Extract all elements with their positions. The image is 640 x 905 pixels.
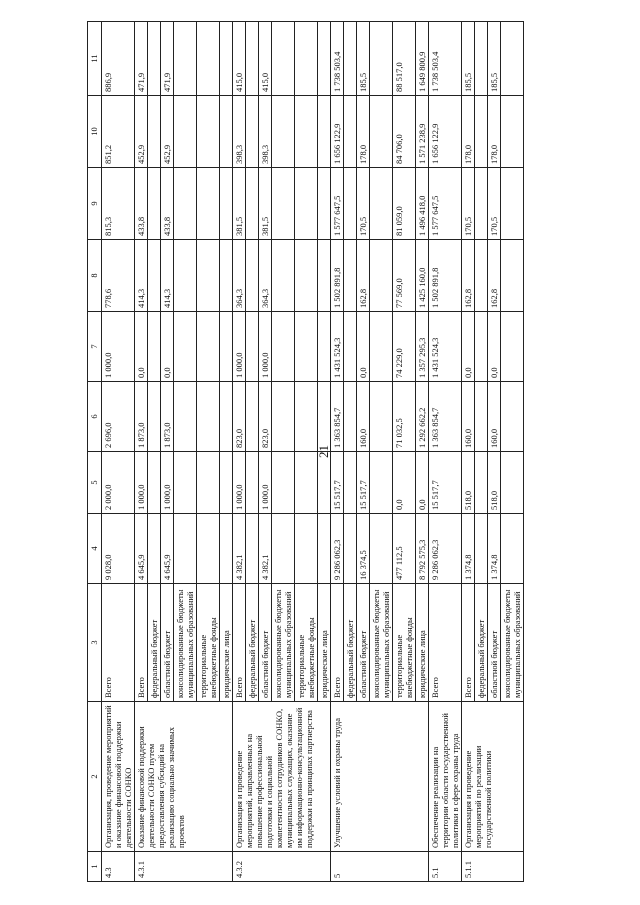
- amount-cell: 81 059,0: [393, 168, 416, 240]
- amount-cell: 1 649 800,9: [416, 22, 429, 96]
- amount-cell: 433,8: [135, 168, 148, 240]
- amount-cell: [246, 240, 259, 312]
- amount-cell: [501, 168, 524, 240]
- amount-cell: 9 286 062,3: [331, 514, 344, 584]
- amount-cell: [148, 312, 161, 382]
- amount-cell: [295, 312, 318, 382]
- amount-cell: [246, 312, 259, 382]
- amount-cell: 1 496 418,0: [416, 168, 429, 240]
- column-header: 11: [88, 22, 102, 96]
- amount-cell: [475, 22, 488, 96]
- amount-cell: 4 645,9: [161, 514, 174, 584]
- amount-cell: 1 656 122,9: [429, 96, 462, 168]
- column-header: 6: [88, 382, 102, 452]
- amount-cell: 1 656 122,9: [331, 96, 344, 168]
- amount-cell: 1 357 295,3: [416, 312, 429, 382]
- amount-cell: 16 374,5: [357, 514, 370, 584]
- amount-cell: [344, 96, 357, 168]
- amount-cell: [501, 22, 524, 96]
- amount-cell: 1 000,0: [135, 452, 148, 514]
- funding-source: Всего: [331, 584, 344, 702]
- amount-cell: [148, 96, 161, 168]
- item-title: Обеспечение реализации на территории области государственной политики в сфере охраны труда: [429, 702, 462, 852]
- amount-cell: 414,3: [135, 240, 148, 312]
- amount-cell: 471,9: [161, 22, 174, 96]
- amount-cell: [174, 22, 197, 96]
- amount-cell: [197, 514, 220, 584]
- funding-source: консолидированные бюджеты муниципальных образований: [272, 584, 295, 702]
- table-row: [135, 22, 148, 882]
- column-header: 2: [88, 702, 102, 852]
- amount-cell: [344, 382, 357, 452]
- column-header: 9: [88, 168, 102, 240]
- amount-cell: [370, 96, 393, 168]
- amount-cell: [272, 168, 295, 240]
- amount-cell: [220, 382, 233, 452]
- funding-source: территориальные внебюджетные фонды: [197, 584, 220, 702]
- table-row: [331, 22, 344, 882]
- amount-cell: 433,8: [161, 168, 174, 240]
- amount-cell: [174, 312, 197, 382]
- amount-cell: 178,0: [357, 96, 370, 168]
- funding-source: областной бюджет: [259, 584, 272, 702]
- amount-cell: [344, 168, 357, 240]
- amount-cell: 162,8: [462, 240, 475, 312]
- amount-cell: 185,5: [462, 22, 475, 96]
- amount-cell: 170,5: [357, 168, 370, 240]
- amount-cell: [370, 240, 393, 312]
- amount-cell: [295, 514, 318, 584]
- amount-cell: 162,8: [488, 240, 501, 312]
- amount-cell: 823,0: [259, 382, 272, 452]
- amount-cell: [318, 22, 331, 96]
- item-number: 5.1.1: [462, 852, 524, 882]
- item-number: 4.3.2: [233, 852, 331, 882]
- amount-cell: 1 000,0: [233, 452, 246, 514]
- amount-cell: [174, 382, 197, 452]
- amount-cell: [197, 168, 220, 240]
- amount-cell: [246, 514, 259, 584]
- amount-cell: 0,0: [416, 452, 429, 514]
- amount-cell: 886,9: [102, 22, 135, 96]
- amount-cell: [501, 514, 524, 584]
- amount-cell: 178,0: [462, 96, 475, 168]
- amount-cell: [220, 452, 233, 514]
- item-number: 4.3.1: [135, 852, 233, 882]
- funding-source: территориальные внебюджетные фонды: [393, 584, 416, 702]
- column-header: 1: [88, 852, 102, 882]
- amount-cell: [318, 514, 331, 584]
- funding-source: областной бюджет: [357, 584, 370, 702]
- amount-cell: 0,0: [462, 312, 475, 382]
- amount-cell: 71 032,5: [393, 382, 416, 452]
- amount-cell: [220, 514, 233, 584]
- funding-source: консолидированные бюджеты муниципальных образований: [370, 584, 393, 702]
- amount-cell: 415,0: [259, 22, 272, 96]
- amount-cell: [295, 240, 318, 312]
- table-row: [102, 22, 135, 882]
- amount-cell: 398,3: [259, 96, 272, 168]
- amount-cell: [344, 240, 357, 312]
- amount-cell: 1 738 503,4: [429, 22, 462, 96]
- amount-cell: [344, 22, 357, 96]
- column-header: 7: [88, 312, 102, 382]
- amount-cell: 1 577 647,5: [429, 168, 462, 240]
- amount-cell: [344, 312, 357, 382]
- amount-cell: [272, 96, 295, 168]
- amount-cell: 84 706,0: [393, 96, 416, 168]
- amount-cell: 414,3: [161, 240, 174, 312]
- amount-cell: [295, 452, 318, 514]
- amount-cell: [174, 96, 197, 168]
- amount-cell: 452,9: [135, 96, 148, 168]
- amount-cell: [220, 168, 233, 240]
- amount-cell: 185,5: [488, 22, 501, 96]
- column-header: 5: [88, 452, 102, 514]
- amount-cell: [475, 382, 488, 452]
- amount-cell: [197, 452, 220, 514]
- amount-cell: 778,6: [102, 240, 135, 312]
- amount-cell: [246, 168, 259, 240]
- amount-cell: [197, 240, 220, 312]
- amount-cell: 1 363 854,7: [429, 382, 462, 452]
- amount-cell: [344, 452, 357, 514]
- amount-cell: 1 292 662,2: [416, 382, 429, 452]
- amount-cell: [344, 514, 357, 584]
- funding-source: консолидированные бюджеты муниципальных образований: [501, 584, 524, 702]
- amount-cell: [246, 22, 259, 96]
- amount-cell: 4 382,1: [233, 514, 246, 584]
- amount-cell: 170,5: [462, 168, 475, 240]
- amount-cell: [220, 312, 233, 382]
- amount-cell: 160,0: [357, 382, 370, 452]
- amount-cell: [246, 96, 259, 168]
- amount-cell: [246, 382, 259, 452]
- amount-cell: [370, 514, 393, 584]
- amount-cell: 178,0: [488, 96, 501, 168]
- amount-cell: [370, 312, 393, 382]
- amount-cell: 74 229,0: [393, 312, 416, 382]
- amount-cell: 1 374,8: [488, 514, 501, 584]
- amount-cell: 1 000,0: [161, 452, 174, 514]
- amount-cell: [272, 22, 295, 96]
- amount-cell: 381,5: [233, 168, 246, 240]
- amount-cell: [272, 382, 295, 452]
- amount-cell: 1 000,0: [259, 452, 272, 514]
- amount-cell: [148, 452, 161, 514]
- amount-cell: 0,0: [393, 452, 416, 514]
- funding-source: федеральный бюджет: [475, 584, 488, 702]
- amount-cell: [475, 240, 488, 312]
- amount-cell: 1 577 647,5: [331, 168, 344, 240]
- amount-cell: 0,0: [135, 312, 148, 382]
- amount-cell: 160,0: [462, 382, 475, 452]
- amount-cell: 0,0: [488, 312, 501, 382]
- amount-cell: [174, 240, 197, 312]
- table-row: [429, 22, 462, 882]
- amount-cell: 1 000,0: [233, 312, 246, 382]
- item-title: Улучшение условий и охраны труда: [331, 702, 429, 852]
- amount-cell: [501, 312, 524, 382]
- item-number: 4.3: [102, 852, 135, 882]
- amount-cell: [174, 452, 197, 514]
- amount-cell: [475, 514, 488, 584]
- column-header: 3: [88, 584, 102, 702]
- amount-cell: 364,3: [259, 240, 272, 312]
- amount-cell: [197, 312, 220, 382]
- amount-cell: 1 571 238,9: [416, 96, 429, 168]
- funding-source: юридические лица: [416, 584, 429, 702]
- funding-source: областной бюджет: [161, 584, 174, 702]
- column-header: 10: [88, 96, 102, 168]
- item-title: Организация и проведение мероприятий по реализации государственной политики: [462, 702, 524, 852]
- amount-cell: 1 873,0: [161, 382, 174, 452]
- amount-cell: [148, 22, 161, 96]
- item-number: 5: [331, 852, 429, 882]
- amount-cell: 1 502 891,8: [429, 240, 462, 312]
- amount-cell: 88 517,0: [393, 22, 416, 96]
- funding-source: федеральный бюджет: [246, 584, 259, 702]
- column-header: 8: [88, 240, 102, 312]
- amount-cell: 4 382,1: [259, 514, 272, 584]
- amount-cell: 415,0: [233, 22, 246, 96]
- amount-cell: [174, 514, 197, 584]
- funding-source: консолидированные бюджеты муниципальных образований: [174, 584, 197, 702]
- amount-cell: 381,5: [259, 168, 272, 240]
- amount-cell: 2 000,0: [102, 452, 135, 514]
- amount-cell: [197, 382, 220, 452]
- amount-cell: [475, 312, 488, 382]
- funding-source: Всего: [135, 584, 148, 702]
- amount-cell: [148, 168, 161, 240]
- table-row: [233, 22, 246, 882]
- amount-cell: [197, 22, 220, 96]
- item-title: Оказание финансовой поддержки деятельности СОНКО путем предоставления субсидий на реализацию социально значимых проектов: [135, 702, 233, 852]
- amount-cell: 15 517,7: [429, 452, 462, 514]
- funding-source: областной бюджет: [488, 584, 501, 702]
- amount-cell: [220, 96, 233, 168]
- amount-cell: [295, 382, 318, 452]
- amount-cell: [295, 168, 318, 240]
- item-title: Организация, проведение мероприятий и оказание финансовой поддержки деятельности СОНКО: [102, 702, 135, 852]
- amount-cell: [475, 168, 488, 240]
- table-body: [102, 22, 524, 882]
- amount-cell: [501, 382, 524, 452]
- amount-cell: [318, 96, 331, 168]
- amount-cell: [148, 240, 161, 312]
- amount-cell: 160,0: [488, 382, 501, 452]
- funding-source: федеральный бюджет: [344, 584, 357, 702]
- column-number-row: [88, 22, 102, 882]
- amount-cell: [370, 452, 393, 514]
- budget-table: [87, 21, 524, 882]
- amount-cell: [370, 168, 393, 240]
- amount-cell: 9 286 062,3: [429, 514, 462, 584]
- amount-cell: 1 431 524,3: [429, 312, 462, 382]
- amount-cell: 1 502 891,8: [331, 240, 344, 312]
- amount-cell: [501, 240, 524, 312]
- column-header: 4: [88, 514, 102, 584]
- amount-cell: 0,0: [357, 312, 370, 382]
- amount-cell: [318, 382, 331, 452]
- amount-cell: 1 000,0: [102, 312, 135, 382]
- amount-cell: [475, 452, 488, 514]
- amount-cell: [220, 22, 233, 96]
- amount-cell: [220, 240, 233, 312]
- amount-cell: [318, 312, 331, 382]
- amount-cell: 0,0: [161, 312, 174, 382]
- amount-cell: 77 569,0: [393, 240, 416, 312]
- amount-cell: 1 873,0: [135, 382, 148, 452]
- amount-cell: [475, 96, 488, 168]
- amount-cell: 15 517,7: [357, 452, 370, 514]
- page-number: 21: [316, 445, 331, 459]
- funding-source: юридические лица: [220, 584, 233, 702]
- funding-source: Всего: [102, 584, 135, 702]
- amount-cell: 1 363 854,7: [331, 382, 344, 452]
- amount-cell: [370, 382, 393, 452]
- amount-cell: [174, 168, 197, 240]
- funding-source: Всего: [462, 584, 475, 702]
- table-row: [462, 22, 475, 882]
- amount-cell: [370, 22, 393, 96]
- amount-cell: [501, 452, 524, 514]
- amount-cell: 1 000,0: [259, 312, 272, 382]
- amount-cell: [272, 452, 295, 514]
- item-number: 5.1: [429, 852, 462, 882]
- amount-cell: 851,2: [102, 96, 135, 168]
- amount-cell: 823,0: [233, 382, 246, 452]
- amount-cell: 1 738 503,4: [331, 22, 344, 96]
- amount-cell: [148, 514, 161, 584]
- amount-cell: 452,9: [161, 96, 174, 168]
- amount-cell: [501, 96, 524, 168]
- funding-source: юридические лица: [318, 584, 331, 702]
- funding-source: федеральный бюджет: [148, 584, 161, 702]
- amount-cell: 471,9: [135, 22, 148, 96]
- amount-cell: 518,0: [462, 452, 475, 514]
- amount-cell: 185,5: [357, 22, 370, 96]
- funding-source: Всего: [233, 584, 246, 702]
- amount-cell: [318, 452, 331, 514]
- amount-cell: [295, 96, 318, 168]
- amount-cell: 9 028,0: [102, 514, 135, 584]
- amount-cell: 8 792 575,3: [416, 514, 429, 584]
- amount-cell: [148, 382, 161, 452]
- amount-cell: [318, 168, 331, 240]
- amount-cell: 162,8: [357, 240, 370, 312]
- amount-cell: [318, 240, 331, 312]
- amount-cell: 364,3: [233, 240, 246, 312]
- amount-cell: 170,5: [488, 168, 501, 240]
- amount-cell: [272, 514, 295, 584]
- rotated-budget-table-sheet: [87, 22, 637, 882]
- amount-cell: [197, 96, 220, 168]
- amount-cell: [295, 22, 318, 96]
- amount-cell: 815,3: [102, 168, 135, 240]
- funding-source: Всего: [429, 584, 462, 702]
- amount-cell: 4 645,9: [135, 514, 148, 584]
- amount-cell: [272, 240, 295, 312]
- amount-cell: [272, 312, 295, 382]
- item-title: Организация и проведение мероприятий, направленных на повышение профессиональной подготовки и социальной компетентности сотрудников СОНКО, муниципальных служащих, оказание им информационно-консультационной поддержки на принципах партнерства: [233, 702, 331, 852]
- amount-cell: 1 425 160,0: [416, 240, 429, 312]
- amount-cell: 1 374,8: [462, 514, 475, 584]
- funding-source: территориальные внебюджетные фонды: [295, 584, 318, 702]
- amount-cell: 1 431 524,3: [331, 312, 344, 382]
- amount-cell: 2 696,0: [102, 382, 135, 452]
- amount-cell: 477 112,5: [393, 514, 416, 584]
- amount-cell: 15 517,7: [331, 452, 344, 514]
- amount-cell: 398,3: [233, 96, 246, 168]
- amount-cell: 518,0: [488, 452, 501, 514]
- amount-cell: [246, 452, 259, 514]
